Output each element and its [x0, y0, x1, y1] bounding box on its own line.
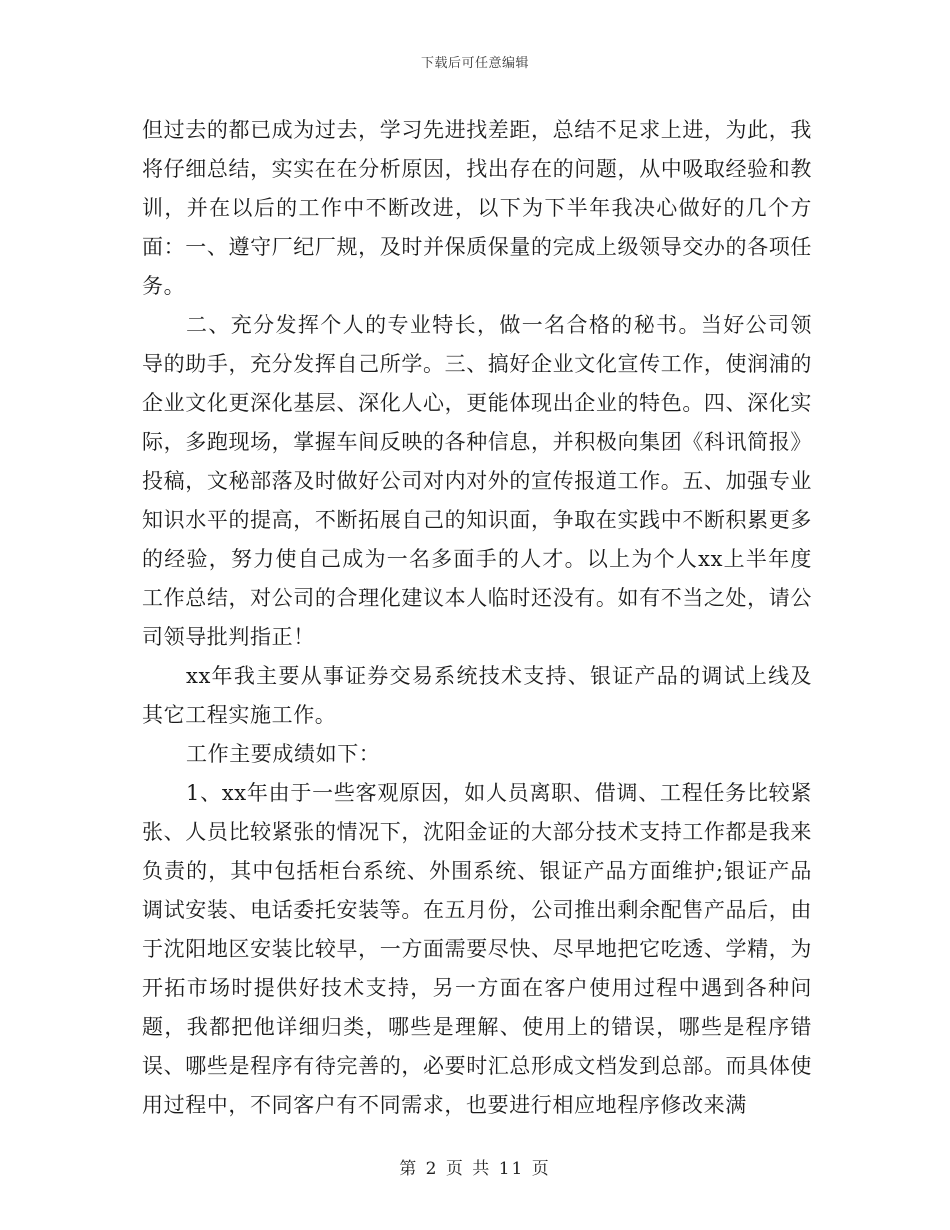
paragraph-4: 工作主要成绩如下：	[186, 742, 381, 766]
page-number: 第 2 页 共 11 页	[399, 1159, 551, 1179]
page-header-note: 下载后可任意编辑	[420, 56, 529, 71]
paragraph-3: xx年我主要从事证券交易系统技术支持、银证产品的调试上线及其它工程实施工作。	[142, 664, 812, 727]
paragraph-2: 二、充分发挥个人的专业特长，做一名合格的秘书。当好公司领导的助手，充分发挥自己所学。三、搞好企业文化宣传工作，使润浦的企业文化更深化基层、深化人心，更能体现出企业的特色。四、深化实际，多跑现场，掌握车间反映的各种信息，并积极向集团《科讯简报》投稿，文秘部落及时做好公司对内对外的宣传报道工作。五、加强专业知识水平的提高，不断拓展自己的知识面，争取在实践中不断积累更多的经验，努力使自己成为一名多面手的人才。以上为个人xx上半年度工作总结，对公司的合理化建议本人临时还没有。如有不当之处，请公司领导批判指正！	[142, 313, 812, 649]
document-body	[142, 111, 812, 1125]
paragraph-1: 但过去的都已成为过去，学习先进找差距，总结不足求上进，为此，我将仔细总结，实实在在分析原因，找出存在的问题，从中吸取经验和教训，并在以后的工作中不断改进，以下为下半年我决心做好的几个方面：一、遵守厂纪厂规，及时并保质保量的完成上级领导交办的各项任务。	[142, 118, 812, 298]
paragraph-5: 1、xx年由于一些客观原因，如人员离职、借调、工程任务比较紧张、人员比较紧张的情况下，沈阳金证的大部分技术支持工作都是我来负责的，其中包括柜台系统、外围系统、银证产品方面维护;银证产品调试安装、电话委托安装等。在五月份，公司推出剩余配售产品后，由于沈阳地区安装比较早，一方面需要尽快、尽早地把它吃透、学精，为开拓市场时提供好技术支持，另一方面在客户使用过程中遇到各种问题，我都把他详细归类，哪些是理解、使用上的错误，哪些是程序错误、哪些是程序有待完善的，必要时汇总形成文档发到总部。而具体使用过程中，不同客户有不同需求，也要进行相应地程序修改来满	[142, 781, 812, 1117]
